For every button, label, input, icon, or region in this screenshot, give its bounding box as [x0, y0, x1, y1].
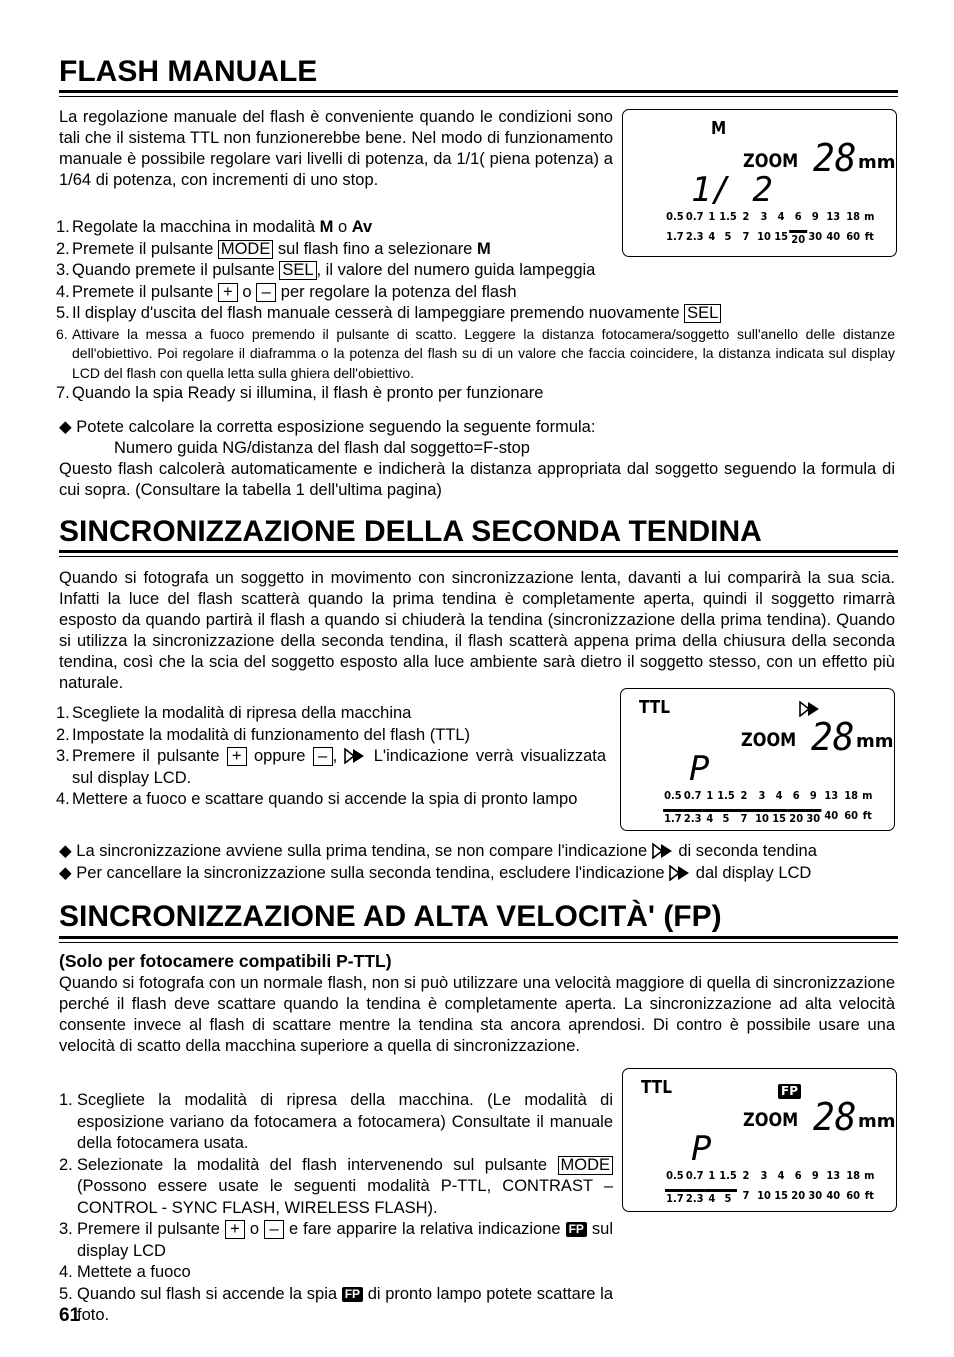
steps-list [59, 1090, 613, 1327]
bold-text: Av [351, 218, 373, 236]
scale-value: 4 [777, 1169, 785, 1182]
scale-value: ft [864, 230, 874, 243]
scale-value: 9 [809, 789, 817, 802]
intro-paragraph: Quando si fotografa un soggetto in movimento con sincronizzazione lenta, davanti a lui comparirà la sua scia. Infatti la luce del flash scatterà quando la prima tendina è completamente aperta, quindi il soggetto rimarrà esposto da quando partirà il flash a quando si chiuderà la tendina (sincronizzazione della prima tendina). Quando si utilizza la sincronizzazione della seconda tendina, il flash scatterà appena prima della chiusura della seconda tendina, così che la scia del soggetto esposto alla luce ambiente sarà dietro il soggetto stesso, con un effetto più naturale. [59, 569, 895, 692]
bold-text: M [476, 239, 491, 258]
text-run: Impostate la modalità di funzionamento del flash (TTL) [72, 725, 471, 744]
button-label-plus: + [218, 283, 238, 302]
scale-value: 2 [740, 789, 748, 802]
scale-value: ft [864, 1189, 874, 1202]
text-run: Per cancellare la sincronizzazione sulla seconda tendina, escludere l'indicazione [76, 864, 670, 882]
scale-value: 4 [708, 230, 716, 243]
scale-value: 1.5 [717, 789, 735, 802]
scale-value: 0.5 [664, 789, 682, 802]
fp-icon: FP [566, 1222, 587, 1237]
intro-paragraph: La regolazione manuale del flash è conveniente quando le condizioni sono tali che il sistema TTL non funzionerebbe bene. Nel modo di funzionamento manuale è possibile regolare vari livelli di potenza, da 1/1( piena potenza) a 1/64 di potenza, con incrementi di uno stop. [59, 108, 613, 189]
scale-value: 20 [787, 809, 805, 825]
step-text [77, 1091, 613, 1152]
scale-value: 4 [775, 789, 783, 802]
scale-value: 6 [794, 210, 802, 223]
scale-value: 0.7 [685, 210, 704, 223]
lcd-power-value: P [691, 1129, 712, 1169]
bold-text: M [319, 218, 334, 236]
step-text [72, 283, 517, 301]
lcd-power-value: P [689, 749, 710, 789]
scale-value: 1.5 [719, 1169, 737, 1182]
list-item [56, 383, 895, 405]
text-run: o [237, 282, 257, 301]
lcd-display-fp [622, 1068, 897, 1212]
button-label-mode: MODE [218, 240, 274, 259]
scale-value: 1 [708, 210, 716, 223]
button-label-minus: – [256, 283, 276, 302]
step-text [77, 1263, 191, 1281]
list-item [59, 1219, 613, 1262]
scale-value: 1.5 [719, 210, 737, 223]
step-text [72, 726, 470, 744]
step-number: 1. [59, 1091, 73, 1109]
lcd-power-value: 1/ 2 [691, 170, 773, 210]
fp-icon: FP [342, 1287, 363, 1302]
text-run: Premete il pulsante [72, 239, 218, 258]
scale-value: 20 [791, 1189, 806, 1202]
scale-value: 13 [826, 210, 841, 223]
text-run: Mettere a fuoco e scattare quando si accende la spia di pronto lampo [72, 790, 578, 808]
list-item [59, 1262, 613, 1284]
section-title-second-curtain: SINCRONIZZAZIONE DELLA SECONDA TENDINA [59, 515, 762, 548]
button-label-sel: SEL [279, 261, 316, 280]
lcd-mode: M [711, 118, 727, 139]
text-run: Scegliete la modalità di ripresa della macchina [72, 704, 412, 722]
scale-value: 30 [805, 809, 821, 825]
scale-value: ft [862, 809, 872, 822]
lcd-display-second-curtain [620, 688, 895, 831]
scale-value: 30 [808, 230, 823, 243]
text-run: Il display d'uscita del flash manuale cesserà di lampeggiare premendo nuovamente [72, 304, 685, 322]
page-number: 61 [59, 1305, 81, 1326]
step-number: 1. [56, 218, 70, 236]
scale-value: m [862, 789, 873, 802]
button-label-minus: – [264, 1220, 284, 1239]
list-item [56, 303, 895, 325]
text-run: Quando la spia Ready si illumina, il flash è pronto per funzionare [72, 384, 544, 402]
scale-value: 1 [706, 789, 714, 802]
text-run: Scegliete la modalità di ripresa della macchina. (Le modalità di esposizione variano da fotocamera a fotocamera) Consultate il manuale della fotocamera usata. [77, 1091, 613, 1152]
scale-value: 3 [760, 210, 768, 223]
scale-value: 2 [742, 210, 750, 223]
bullet-item [59, 840, 899, 862]
step-number: 6. [56, 325, 68, 342]
list-item [59, 1090, 613, 1155]
scale-value: 4 [705, 1189, 719, 1205]
scale-value: 5 [719, 1189, 737, 1205]
step-text [72, 747, 606, 787]
bullet-item: ◆ Potete calcolare la corretta esposizione seguendo la seguente formula: [59, 418, 596, 436]
text-run: Attivare la messa a fuoco premendo il pulsante di scatto. Leggere la distanza fotocamera/soggetto sull'anello delle distanze dell'obiettivo. Poi regolare il diaframma o la potenza del flash su di un valore che faccia coincidere, la distanza indicata sul display LCD del flash con quella letta sulla ghiera dell'obiettivo. [72, 325, 895, 381]
scale-value: 3 [758, 789, 766, 802]
step-text [72, 304, 721, 322]
scale-value: 4 [703, 809, 717, 825]
scale-value: 40 [824, 809, 839, 822]
list-item [56, 217, 895, 239]
step-text [72, 384, 543, 402]
text-run: Regolate la macchina in modalità [72, 218, 320, 236]
scale-value: 13 [824, 789, 839, 802]
text-run: oppure [246, 747, 313, 765]
step-number: 4. [59, 1263, 73, 1281]
lcd-unit: mm [858, 152, 896, 173]
scale-value: 10 [757, 1189, 771, 1202]
scale-value: 6 [792, 789, 800, 802]
step-text [72, 218, 372, 236]
bullet-item [59, 862, 899, 884]
step-number: 3. [56, 747, 70, 765]
section-title-high-speed-sync: SINCRONIZZAZIONE AD ALTA VELOCITÀ' (FP) [59, 900, 722, 933]
scale-value: 18 [846, 210, 860, 223]
text-run: o [333, 218, 352, 236]
scale-value: 40 [826, 230, 841, 243]
list-item [56, 746, 607, 789]
text-run: Quando premete il pulsante [72, 261, 280, 279]
step-text [77, 1285, 613, 1325]
scale-value: 0.5 [666, 1169, 684, 1182]
text-run: La sincronizzazione avviene sulla prima tendina, se non compare l'indicazione [76, 842, 652, 860]
text-run: sul flash fino a selezionare [273, 239, 477, 258]
scale-value: 7 [742, 1189, 750, 1202]
text-run: di pronto lampo potete scattare la foto. [77, 1284, 613, 1324]
button-label-plus: + [225, 1220, 245, 1239]
step-number: 2. [56, 239, 70, 258]
lcd-mode: TTL [641, 1077, 672, 1098]
scale-value: 0.7 [683, 789, 702, 802]
scale-value: 4 [777, 210, 785, 223]
text-run: Premete il pulsante [72, 282, 218, 301]
button-label-plus: + [227, 747, 247, 766]
lcd-unit: mm [858, 1111, 896, 1132]
list-item [56, 703, 606, 725]
list-item [59, 1155, 613, 1220]
lcd-distance-scale-ft [663, 809, 874, 825]
scale-value: 2.3 [685, 1189, 705, 1205]
scale-value: 9 [811, 1169, 819, 1182]
step-text [77, 1156, 613, 1217]
second-curtain-sync-icon [669, 865, 691, 881]
diamond-bullet-icon: ◆ [59, 842, 77, 860]
text-run: , il valore del numero guida lampeggia [316, 261, 596, 279]
step-number: 3. [56, 261, 70, 279]
bullet-list [59, 840, 899, 884]
scale-value: 15 [774, 1189, 788, 1202]
title-rule [59, 90, 898, 97]
text-run: (Possono essere usate le seguenti modalità P-TTL, CONTRAST – CONTROL - SYNC FLASH, WIRELESS FLASH). [77, 1177, 613, 1217]
diamond-bullet-icon: ◆ [59, 418, 77, 436]
text-run: dal display LCD [691, 864, 812, 882]
list-item [56, 325, 895, 384]
steps-list [56, 217, 895, 405]
scale-value: 1 [708, 1169, 716, 1182]
scale-value: 20 [789, 230, 807, 246]
text-run: per regolare la potenza del flash [276, 282, 517, 301]
step-number: 2. [59, 1155, 73, 1174]
lcd-zoom-label: ZOOM [743, 150, 799, 172]
step-text [72, 240, 491, 258]
step-text [72, 790, 577, 808]
second-curtain-sync-icon [344, 748, 366, 764]
scale-value: 2.3 [683, 809, 703, 825]
step-text [77, 1220, 613, 1260]
step-number: 5. [56, 304, 70, 322]
text-run: e fare apparire la relativa indicazione [284, 1220, 566, 1238]
scale-value: 7 [735, 809, 753, 825]
scale-value: 60 [844, 809, 858, 822]
scale-value: 10 [753, 809, 771, 825]
scale-value: 15 [774, 230, 788, 243]
scale-value: m [864, 1169, 875, 1182]
scale-value: 18 [844, 789, 858, 802]
step-number: 5. [59, 1284, 73, 1303]
steps-list [56, 703, 607, 811]
list-item [56, 260, 895, 282]
lcd-unit: mm [856, 731, 894, 752]
button-label-mode: MODE [558, 1156, 614, 1175]
step-text [72, 261, 595, 279]
scale-value: 18 [846, 1169, 860, 1182]
note-paragraph: Questo flash calcolerà automaticamente e indicherà la distanza appropriata dal soggetto seguendo la formula di cui sopra. (Consultare la tabella 1 dell'ultima pagina) [59, 460, 895, 499]
lcd-zoom-value: 28 [813, 1095, 857, 1139]
step-text [72, 704, 411, 722]
list-item [56, 239, 895, 261]
step-number: 4. [56, 282, 70, 301]
scale-value: 6 [794, 1169, 802, 1182]
list-item [56, 725, 606, 747]
step-number: 1. [56, 704, 70, 722]
scale-value: 0.7 [685, 1169, 704, 1182]
scale-value: 5 [717, 809, 735, 825]
text-run: o [244, 1220, 265, 1238]
text-run: Premere il pulsante [72, 747, 227, 765]
text-run: L'indicazione verrà visualizzata sul display LCD. [72, 747, 607, 787]
subtitle: (Solo per fotocamere compatibili P-TTL) [59, 951, 392, 971]
step-number: 4. [56, 790, 70, 808]
scale-value: 60 [846, 230, 860, 243]
lcd-zoom-label: ZOOM [741, 729, 797, 751]
button-label-sel: SEL [684, 304, 721, 323]
text-run: sul display LCD [77, 1220, 613, 1260]
lcd-mode: TTL [639, 697, 670, 718]
scale-value: 0.5 [666, 210, 684, 223]
lcd-zoom-value: 28 [813, 136, 857, 180]
second-curtain-sync-icon [652, 843, 674, 859]
text-run: , [332, 747, 345, 765]
intro-paragraph: Quando si fotografa con un normale flash, non si può utilizzare una velocità maggiore di quella di sincronizzazione perché il flash deve scattare quando la tendina è completamente aperta. La sincronizzazione ad alta velocità consente invece al flash di scattare mentre la tendina sta ancora aprendosi. Di contro è possibile usare una velocità di scatto della macchina superiore a quella di sincronizzazione. [59, 974, 895, 1055]
scale-value: 2.3 [685, 230, 704, 243]
scale-value: 40 [826, 1189, 841, 1202]
button-label-minus: – [313, 747, 333, 766]
lcd-distance-scale-m [665, 1169, 876, 1182]
scale-value: 10 [757, 230, 771, 243]
scale-value: m [864, 210, 875, 223]
scale-value: 13 [826, 1169, 841, 1182]
scale-value: 2 [742, 1169, 750, 1182]
section-title-flash-manuale: FLASH MANUALE [59, 55, 318, 88]
lcd-distance-scale-ft [665, 1189, 876, 1205]
scale-value: 15 [771, 809, 787, 825]
diamond-bullet-icon: ◆ [59, 864, 77, 882]
text-run: Mettete a fuoco [77, 1263, 191, 1281]
scale-value: 9 [811, 210, 819, 223]
text-run: Selezionate la modalità del flash intervenendo sul pulsante [77, 1155, 558, 1174]
text-run: Quando sul flash si accende la spia [77, 1284, 342, 1303]
lcd-distance-scale-m [663, 789, 874, 802]
list-item [56, 789, 606, 811]
scale-value: 5 [724, 230, 732, 243]
scale-value: 1.7 [666, 230, 684, 243]
fp-icon: FP [778, 1081, 801, 1100]
step-number: 2. [56, 725, 70, 744]
title-rule [59, 936, 898, 943]
formula: Numero guida NG/distanza del flash dal soggetto=F-stop [114, 439, 530, 457]
scale-value: 30 [808, 1189, 823, 1202]
text-run: di seconda tendina [673, 842, 817, 860]
step-number: 3. [59, 1220, 73, 1238]
list-item [59, 1284, 613, 1327]
step-text [72, 326, 895, 381]
lcd-zoom-value: 28 [811, 715, 855, 759]
scale-value: 7 [742, 230, 750, 243]
text-run: Premere il pulsante [77, 1220, 225, 1238]
scale-value: 60 [846, 1189, 860, 1202]
title-rule [59, 550, 898, 557]
step-number: 7. [56, 384, 70, 402]
scale-value: 1.7 [663, 809, 683, 825]
scale-value: 1.7 [665, 1189, 685, 1205]
lcd-zoom-label: ZOOM [743, 1109, 799, 1131]
list-item [56, 282, 895, 304]
scale-value: 3 [760, 1169, 768, 1182]
